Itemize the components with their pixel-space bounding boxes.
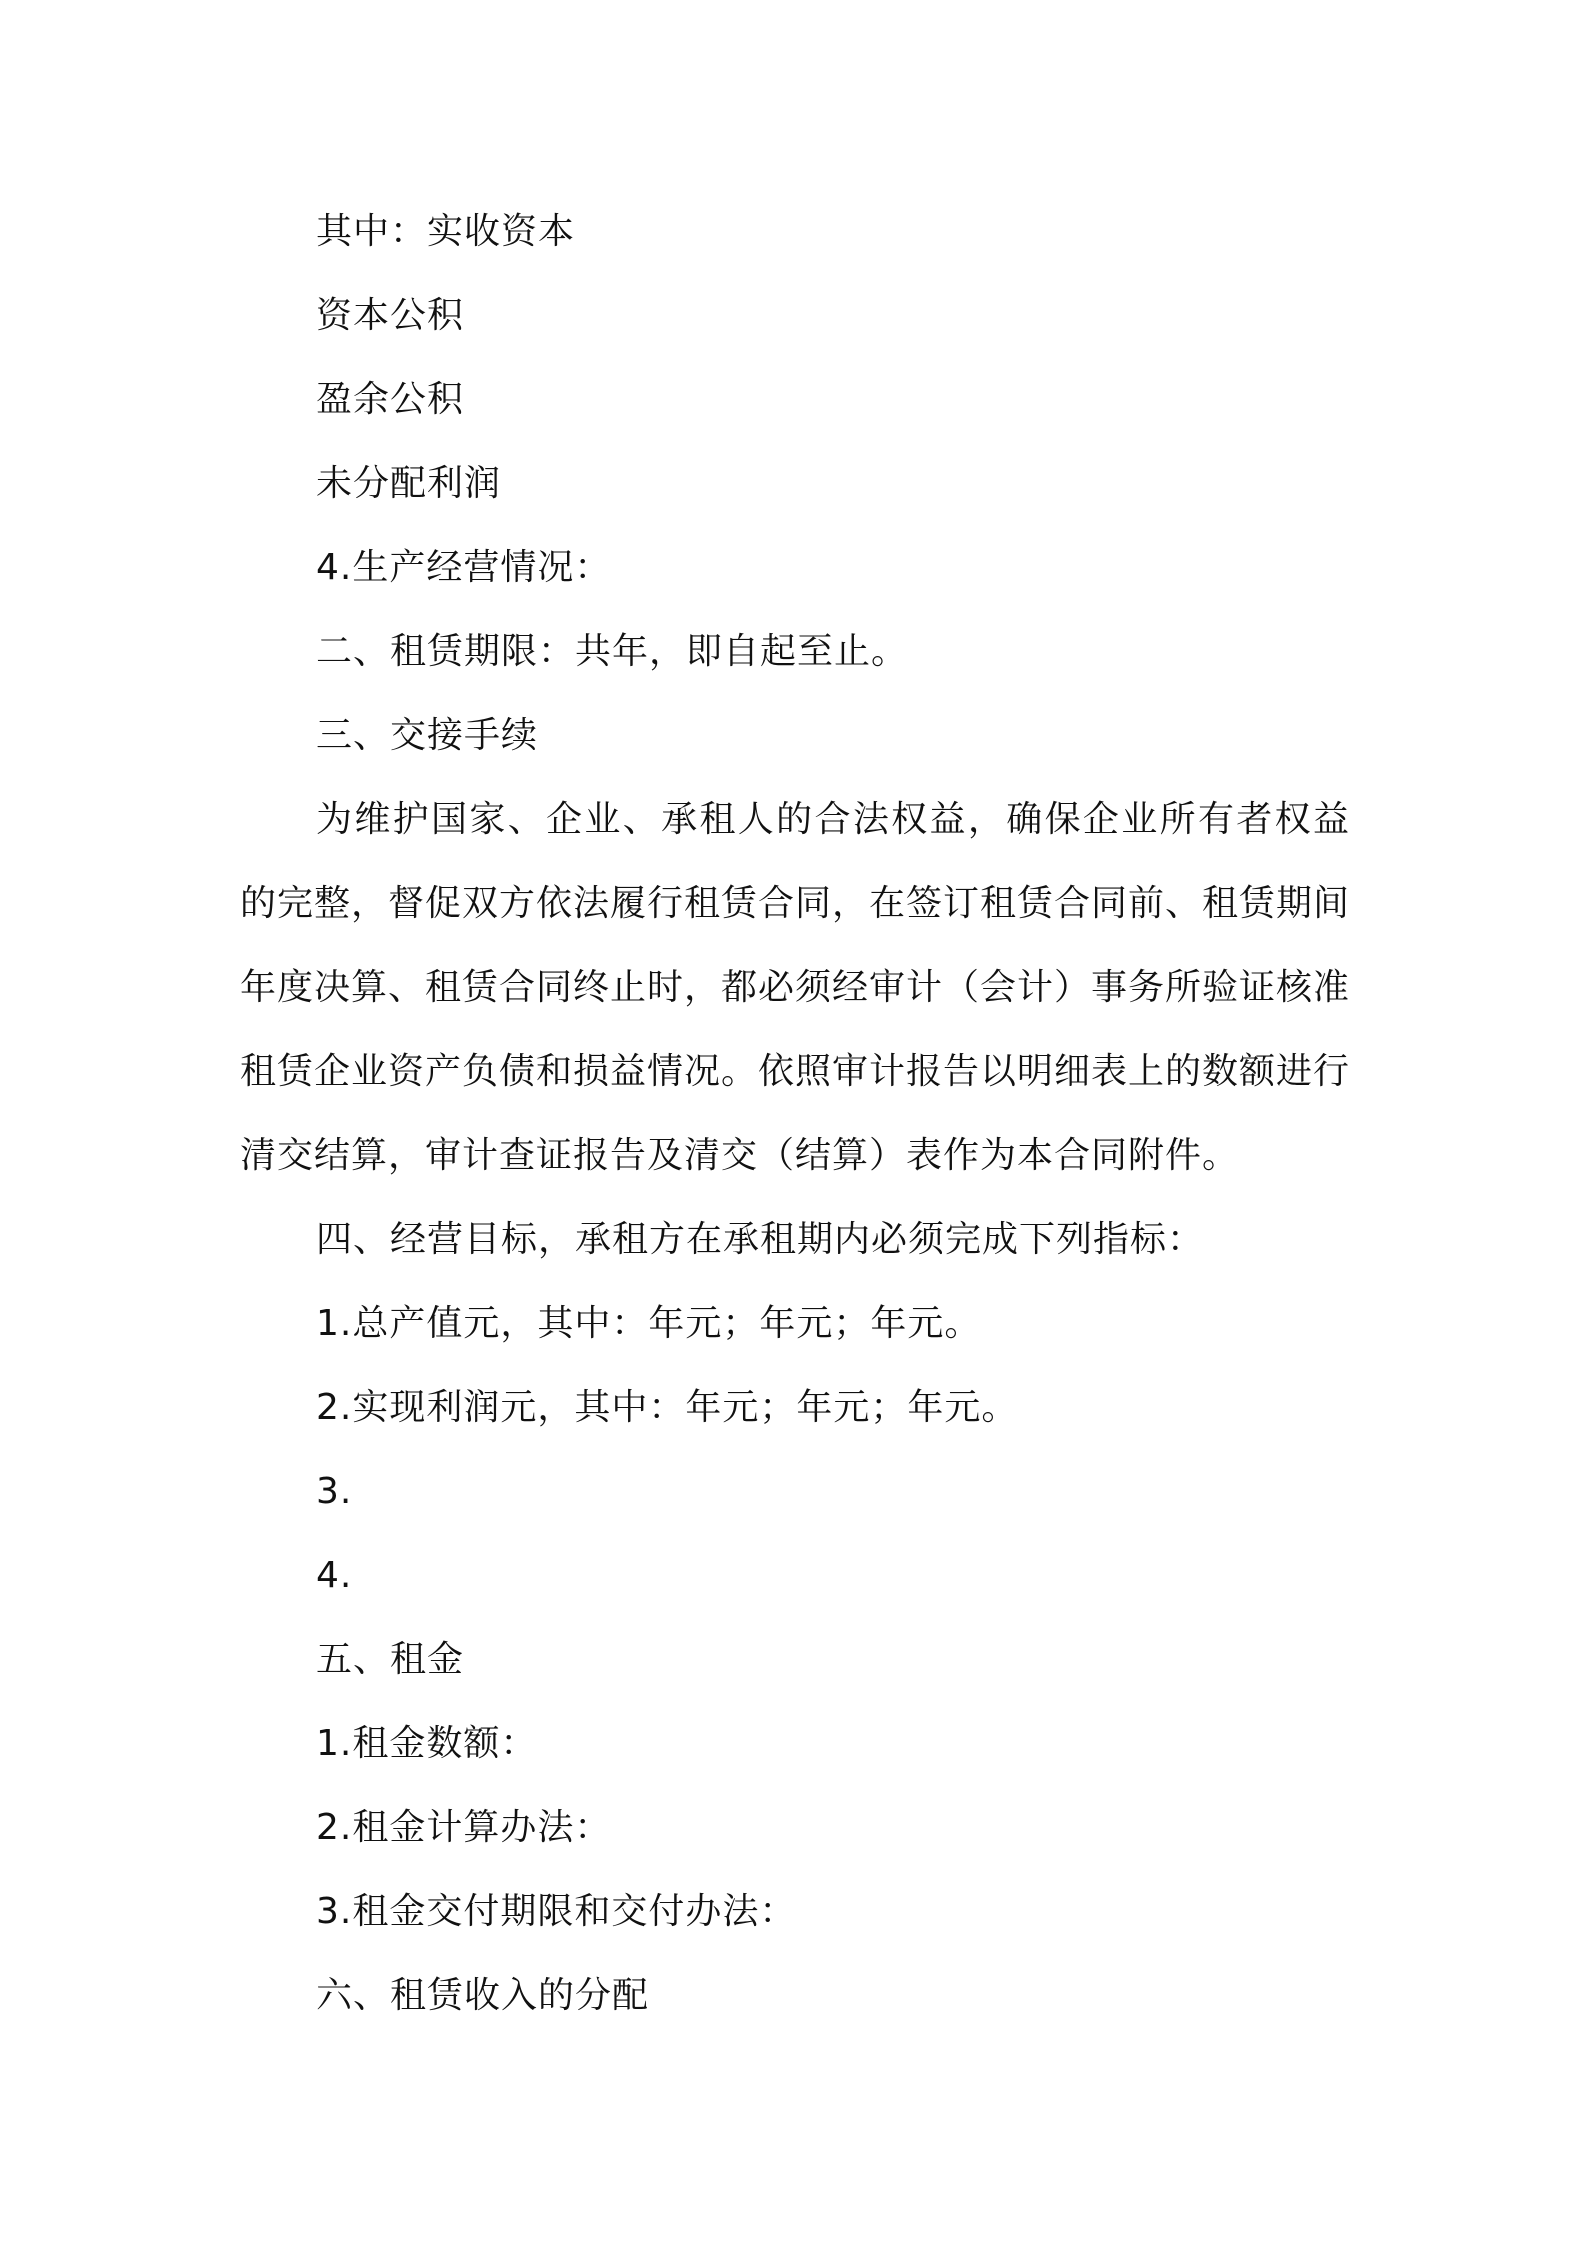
text-line: 3. — [316, 1471, 353, 1512]
text-line: 1.总产值元，其中：年元；年元；年元。 — [316, 1303, 982, 1344]
text-line: 其中：实收资本 — [316, 211, 576, 252]
text-line: 2.实现利润元，其中：年元；年元；年元。 — [316, 1387, 1019, 1428]
section-heading: 六、租赁收入的分配 — [316, 1975, 650, 2016]
document-body — [240, 190, 1350, 2038]
text-line: 1.租金数额： — [316, 1723, 538, 1764]
section-heading: 二、租赁期限：共年，即自起至止。 — [316, 631, 909, 672]
text-line: 盈余公积 — [316, 379, 465, 420]
text-line: 4.生产经营情况： — [316, 547, 612, 588]
text-line: 资本公积 — [316, 295, 465, 336]
text-line: 3.租金交付期限和交付办法： — [316, 1891, 797, 1932]
section-heading: 三、交接手续 — [316, 715, 539, 756]
section-heading: 四、经营目标，承租方在承租期内必须完成下列指标： — [316, 1219, 1205, 1260]
text-line: 未分配利润 — [316, 463, 502, 504]
text-line: 2.租金计算办法： — [316, 1807, 612, 1848]
section-heading: 五、租金 — [316, 1639, 465, 1680]
text-line: 4. — [316, 1555, 353, 1596]
body-paragraph: 为维护国家、企业、承租人的合法权益，确保企业所有者权益的完整，督促双方依法履行租赁合同，在签订租赁合同前、租赁期间年度决算、租赁合同终止时，都必须经审计（会计）事务所验证核准租赁企业资产负债和损益情况。依照审计报告以明细表上的数额进行清交结算，审计查证报告及清交（结算）表作为本合同附件。 — [240, 799, 1351, 1176]
